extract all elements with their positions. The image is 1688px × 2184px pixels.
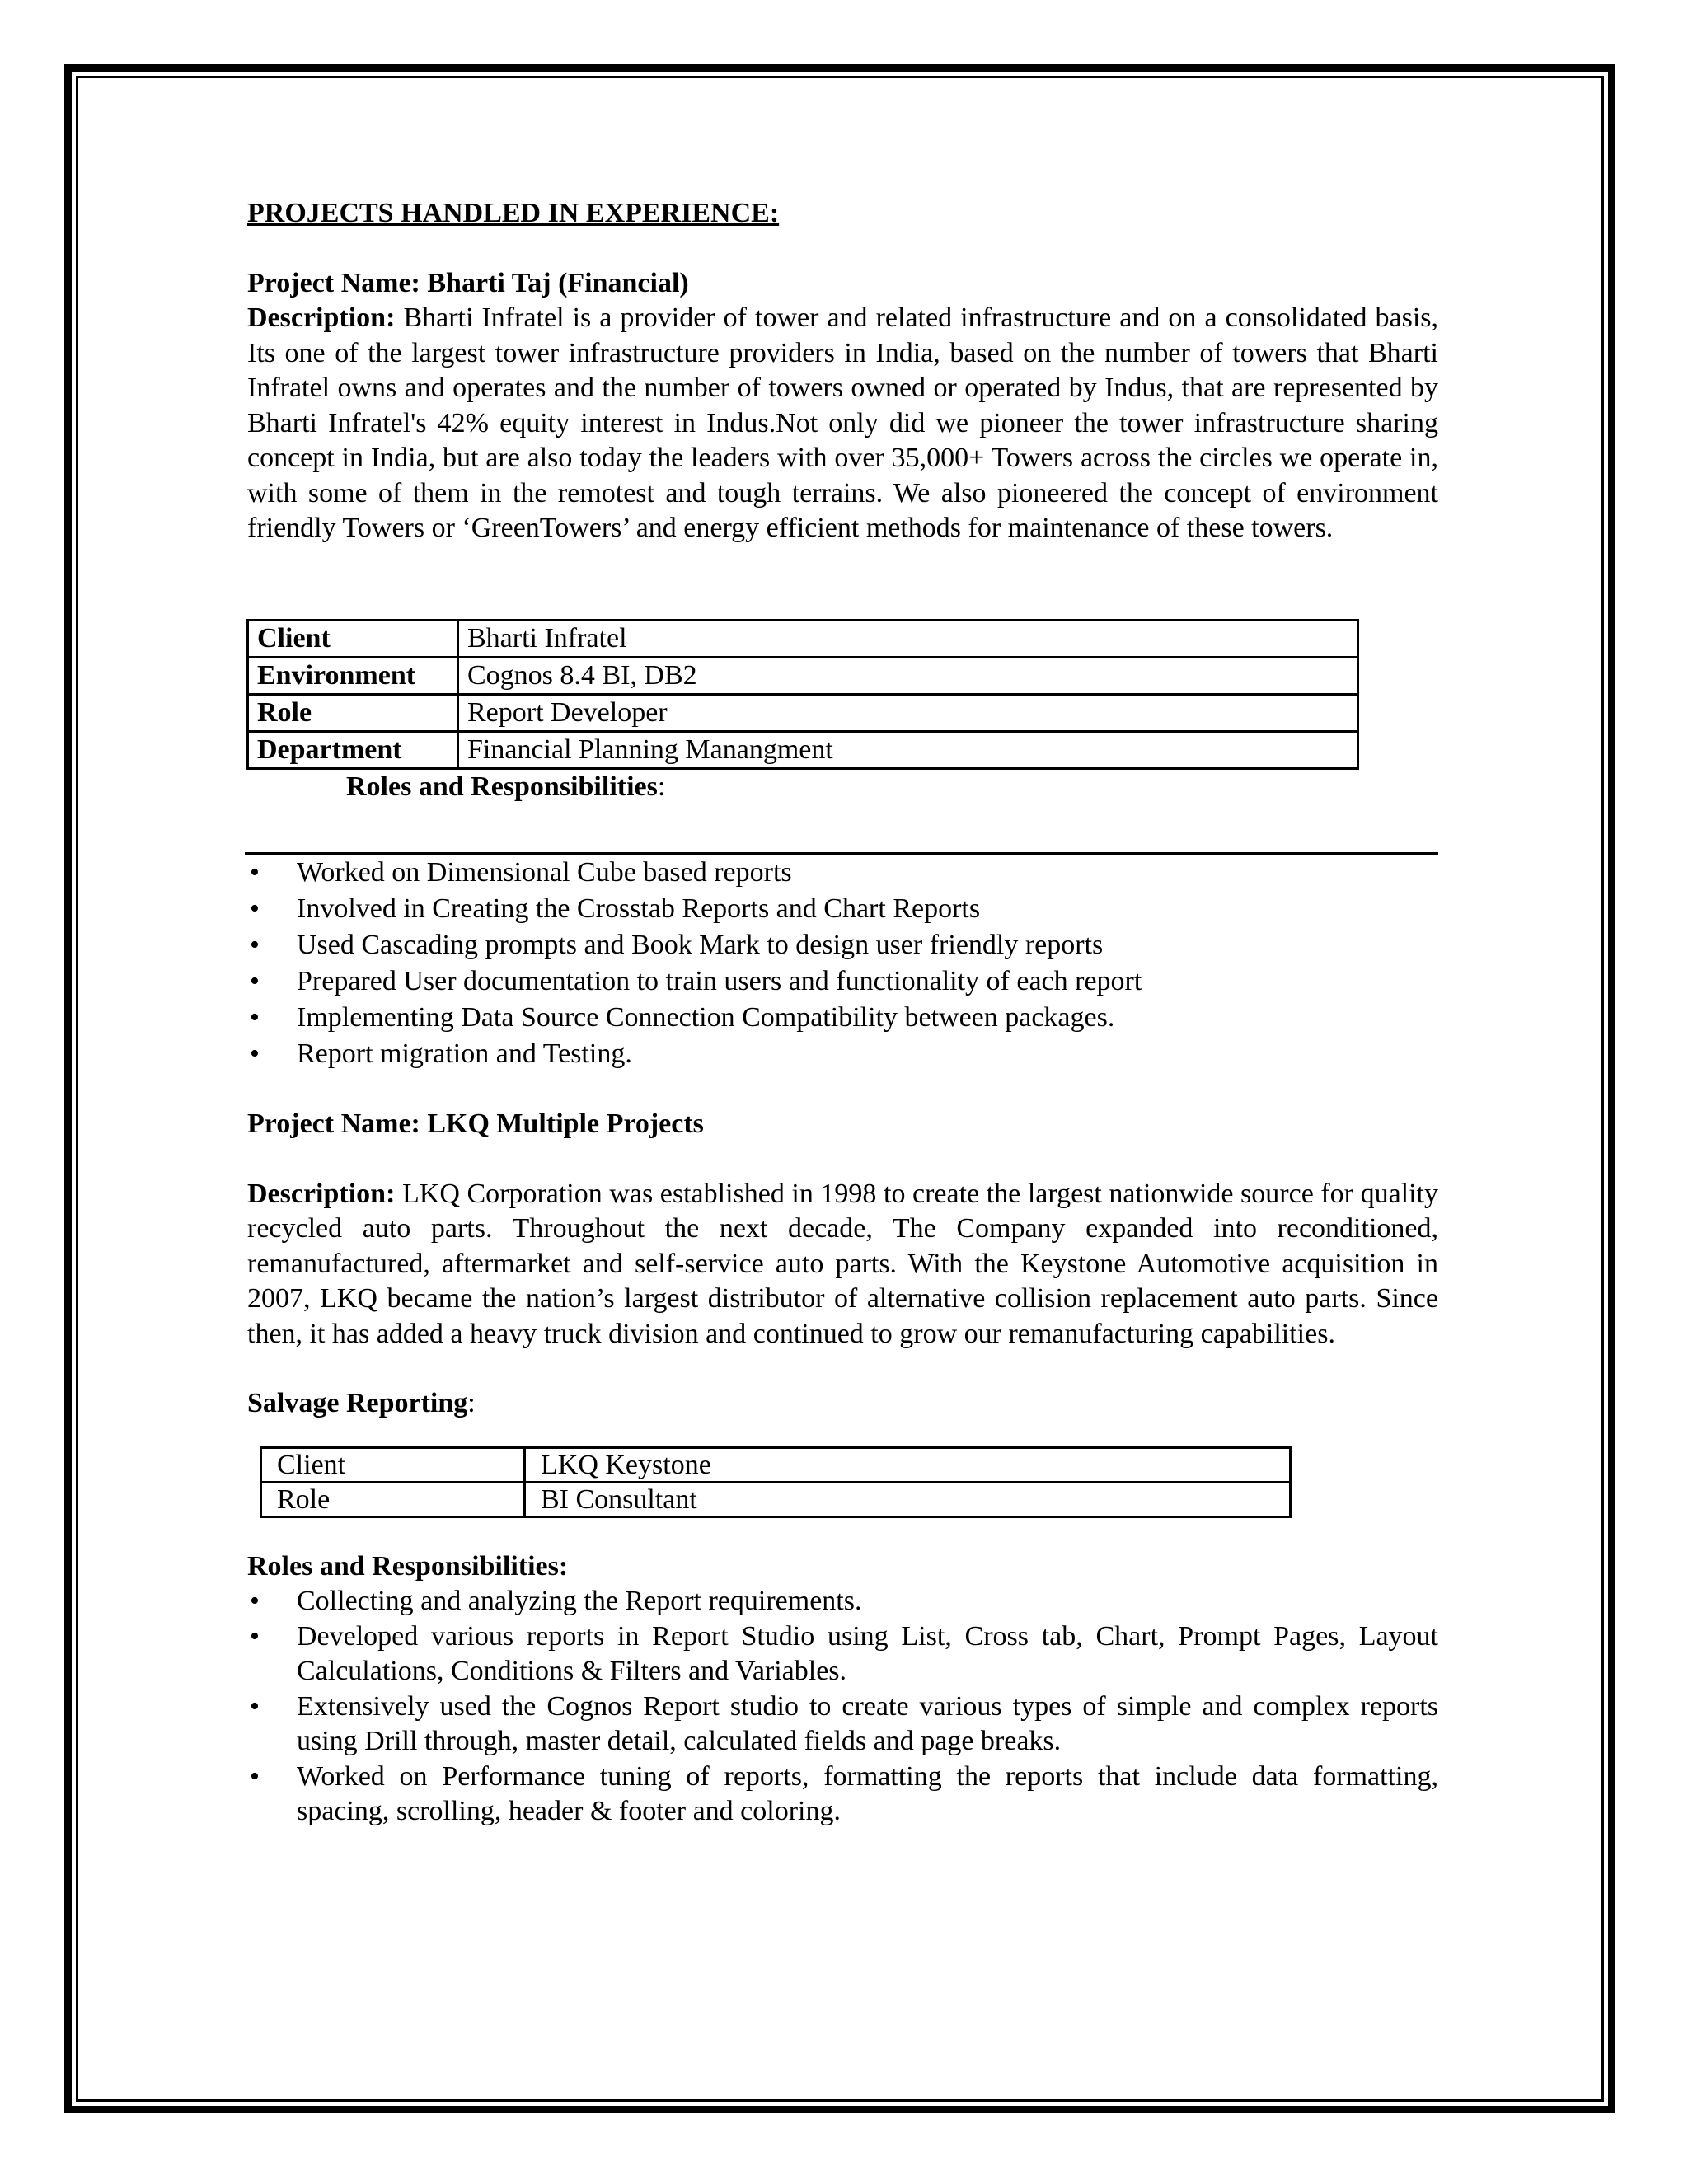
project1-title: Project Name: Bharti Taj (Financial) (247, 267, 689, 298)
bullet-icon: • (250, 893, 260, 924)
table-key: Role (248, 694, 458, 731)
bullet-icon: • (250, 1002, 260, 1033)
subproject-label: Salvage Reporting (247, 1388, 468, 1418)
table-row (261, 1447, 1291, 1482)
table-row (261, 1482, 1291, 1516)
table-row (248, 620, 1358, 657)
bullet-icon: • (250, 1760, 260, 1792)
bullet-icon: • (250, 1690, 260, 1722)
list-item (247, 963, 1438, 1000)
list-item (247, 1760, 1438, 1830)
roles-label: Roles and Responsibilities (346, 771, 658, 802)
list-item-text: Used Cascading prompts and Book Mark to design user friendly reports (297, 930, 1104, 960)
list-item (247, 1584, 1438, 1619)
list-item-text: Collecting and analyzing the Report requirements. (297, 1586, 862, 1616)
list-item-text: Developed various reports in Report Studio using List, Cross tab, Chart, Prompt Pages, Layout Calculations, Conditions & Filters and Variables. (297, 1620, 1438, 1686)
project2-description (247, 1177, 1438, 1352)
bullet-icon: • (250, 1620, 260, 1652)
project1-bullet-list (247, 855, 1438, 1072)
bullet-icon: • (250, 1586, 260, 1616)
project1-desc-label: Description: (247, 302, 396, 333)
bullet-icon: • (250, 930, 260, 960)
table-value: Bharti Infratel (458, 620, 1358, 657)
table-value: LKQ Keystone (525, 1447, 1291, 1482)
bullet-icon: • (250, 1038, 260, 1069)
table-value: Report Developer (458, 694, 1358, 731)
list-item (247, 891, 1438, 927)
list-item (247, 1619, 1438, 1690)
list-item-text: Implementing Data Source Connection Compatibility between packages. (297, 1002, 1115, 1033)
table-key: Client (261, 1447, 525, 1482)
table-value: BI Consultant (525, 1482, 1291, 1516)
table-row (248, 731, 1358, 768)
project1-desc-text: Bharti Infratel is a provider of tower and related infrastructure and on a consolidated basis, Its one of the largest tower infrastructure providers in India, based on the number of towers that Bharti Infratel owns and operates and the number of towers owned or operated by Indus, that are represented by Bharti Infratel's 42% equity interest in Indus.Not only did we pioneer the tower infrastructure sharing concept in India, but are also today the leaders with over 35,000+ Towers across the circles we operate in, with some of them in the remotest and tough terrains. We also pioneered the concept of environment friendly Towers or ‘GreenTowers’ and energy efficient methods for maintenance of these towers. (247, 302, 1438, 543)
project1-info-table (246, 619, 1359, 770)
table-key: Client (248, 620, 458, 657)
project2-info-table (260, 1446, 1292, 1518)
list-item (247, 1690, 1438, 1760)
table-row (248, 694, 1358, 731)
table-key: Role (261, 1482, 525, 1516)
table-value: Cognos 8.4 BI, DB2 (458, 657, 1358, 694)
bullet-icon: • (250, 966, 260, 996)
project2-title: Project Name: LKQ Multiple Projects (247, 1108, 704, 1139)
list-item-text: Worked on Dimensional Cube based reports (297, 857, 792, 888)
roles-colon: : (657, 771, 666, 802)
project2-roles-heading: Roles and Responsibilities: (247, 1550, 569, 1582)
section-heading: PROJECTS HANDLED IN EXPERIENCE: (247, 198, 780, 228)
document-content (247, 196, 1438, 1830)
table-key: Department (248, 731, 458, 768)
table-row (248, 657, 1358, 694)
list-item (247, 927, 1438, 963)
list-item-text: Extensively used the Cognos Report studio to create various types of simple and complex reports using Drill through, master detail, calculated fields and page breaks. (297, 1690, 1438, 1756)
project1-roles-heading (247, 770, 1438, 805)
project2-desc-label: Description: (247, 1178, 396, 1209)
list-item-text: Report migration and Testing. (297, 1038, 632, 1069)
subproject-colon: : (467, 1388, 476, 1418)
list-item-text: Involved in Creating the Crosstab Reports and Chart Reports (297, 893, 981, 924)
project1-description (247, 301, 1438, 546)
table-value: Financial Planning Manangment (458, 731, 1358, 768)
list-item (247, 855, 1438, 891)
subproject-heading (247, 1386, 1438, 1422)
list-item (247, 1000, 1438, 1036)
list-item-text: Prepared User documentation to train users and functionality of each report (297, 966, 1142, 996)
bullet-icon: • (250, 857, 260, 888)
table-key: Environment (248, 657, 458, 694)
list-item-text: Worked on Performance tuning of reports, formatting the reports that include data formatting, spacing, scrolling, header & footer and coloring. (297, 1760, 1438, 1826)
project2-bullet-list (247, 1584, 1438, 1830)
project2-desc-text: LKQ Corporation was established in 1998 to create the largest nationwide source for quality recycled auto parts. Throughout the next decade, The Company expanded into reconditioned, remanufactured, aftermarket and self-service auto parts. With the Keystone Automotive acquisition in 2007, LKQ became the nation’s largest distributor of alternative collision replacement auto parts. Since then, it has added a heavy truck division and continued to grow our remanufacturing capabilities. (247, 1178, 1438, 1349)
list-item (247, 1036, 1438, 1072)
